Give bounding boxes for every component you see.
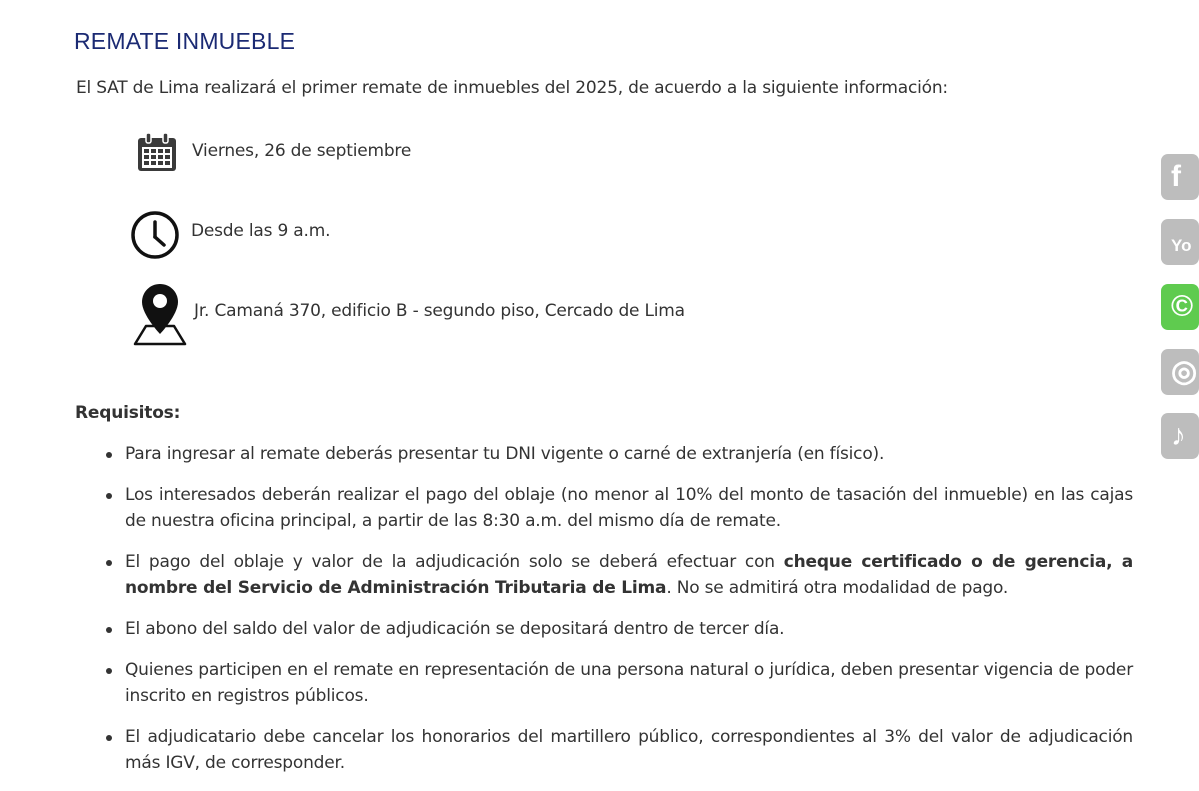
whatsapp-icon: © [1171,290,1194,323]
date-label: Viernes, 26 de septiembre [192,141,412,161]
list-item [125,724,1133,776]
info-date [130,130,530,180]
info-time [128,208,528,263]
whatsapp-button[interactable] [1161,284,1199,330]
intro-text: El SAT de Lima realizará el primer remate de inmuebles del 2025, de acuerdo a la siguiente información: [76,78,948,98]
list-item-text: . No se admitirá otra modalidad de pago. [666,578,1009,598]
requirements-title: Requisitos: [75,403,181,423]
calendar-icon [137,132,177,176]
list-item [125,657,1133,709]
list-item [125,482,1133,534]
tiktok-icon: ♪ [1171,419,1186,452]
requirements-list [125,441,1133,791]
youtube-button[interactable] [1161,219,1199,265]
list-item-text: Quienes participen en el remate en representación de una persona natural o jurídica, deben presentar vigencia de poder inscrito en registros públicos. [125,660,1133,706]
list-item [125,549,1133,601]
list-item-text: Los interesados deberán realizar el pago del oblaje (no menor al 10% del monto de tasación del inmueble) en las cajas de nuestra oficina principal, a partir de las 8:30 a.m. del mismo día de remate. [125,485,1133,531]
clock-icon [130,210,180,264]
facebook-button[interactable] [1161,154,1199,200]
youtube-icon: Yo [1171,236,1192,255]
list-item [125,616,1133,642]
time-label: Desde las 9 a.m. [191,221,331,241]
list-item-text: El abono del saldo del valor de adjudicación se depositará dentro de tercer día. [125,619,785,639]
instagram-button[interactable] [1161,349,1199,395]
list-item-text: El pago del oblaje y valor de la adjudicación solo se deberá efectuar con [125,552,784,572]
list-item-bold-text: cheque certificado o de gerencia, a nombre del Servicio de Administración Tributaria de Lima [125,552,1134,598]
page-title: REMATE INMUEBLE [74,28,296,54]
list-item-text: El adjudicatario debe cancelar los honorarios del martillero público, correspondientes al 3% del valor de adjudicación más IGV, de corresponder. [125,727,1133,773]
instagram-icon: ◎ [1171,355,1198,388]
location-label: Jr. Camaná 370, edificio B - segundo piso, Cercado de Lima [194,301,685,321]
info-location [130,282,730,348]
map-pin-icon [132,282,188,352]
list-item [125,441,1133,467]
list-item-text: Para ingresar al remate deberás presentar tu DNI vigente o carné de extranjería (en físico). [125,444,885,464]
tiktok-button[interactable] [1161,413,1199,459]
facebook-icon: f [1171,160,1181,193]
